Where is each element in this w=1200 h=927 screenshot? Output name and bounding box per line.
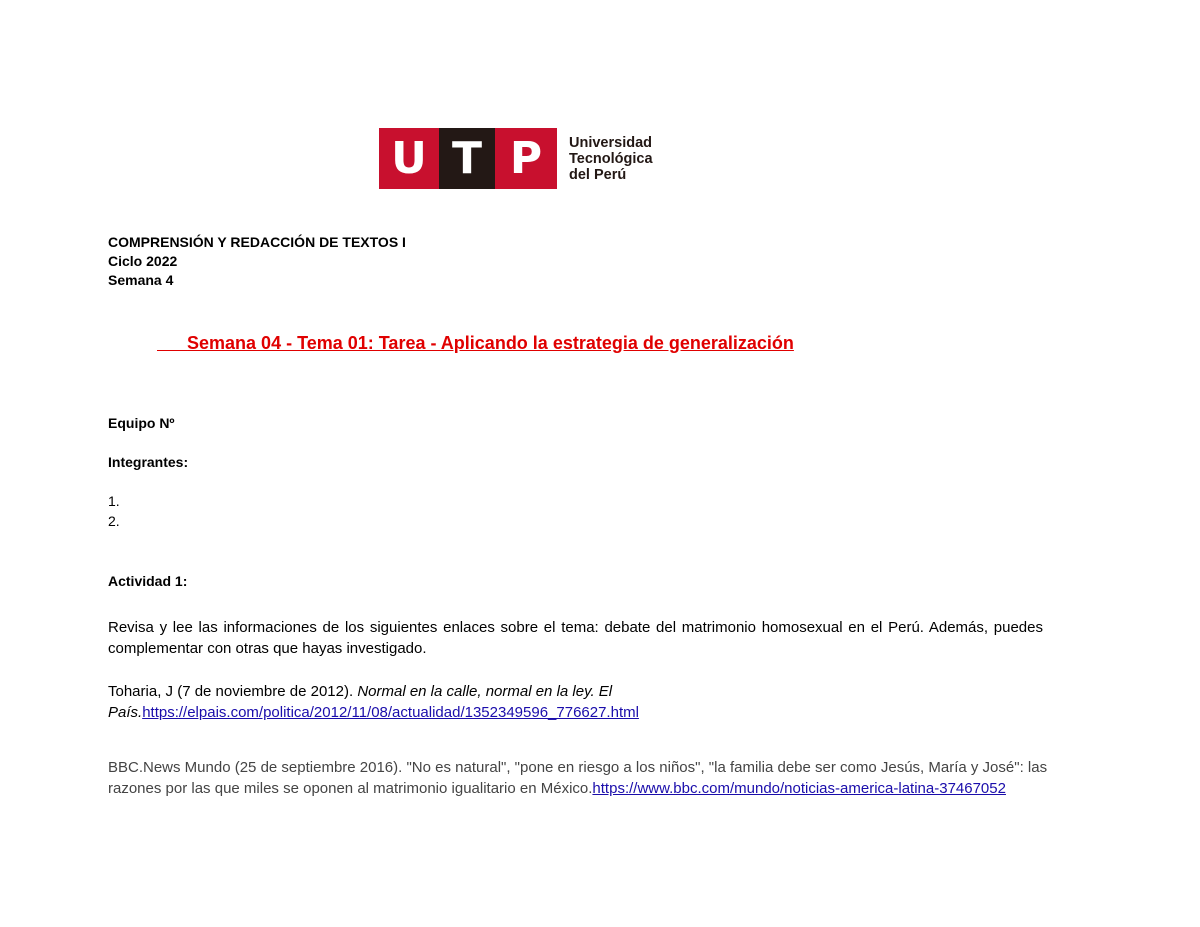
reference-1-title: Normal en la calle, normal en la ley. El País. [108, 683, 613, 721]
team-label: Equipo Nº [108, 415, 175, 431]
logo-name-line: del Perú [569, 166, 627, 183]
logo-letter-t: T [439, 128, 495, 189]
course-cycle: Ciclo 2022 [108, 253, 178, 269]
reference-2 [108, 757, 1058, 799]
reference-1 [108, 681, 708, 723]
list-item: 2. [108, 513, 120, 529]
reference-2-text: BBC.News Mundo (25 de septiembre 2016). "No es natural", "pone en riesgo a los niños", "la familia debe ser como Jesús, María y José": las razones por las que miles se oponen al matrimonio igualitario en México. [108, 759, 1048, 797]
course-header [108, 233, 406, 290]
members-label: Integrantes: [108, 454, 189, 470]
utp-logo-mark [379, 128, 557, 189]
utp-logo [379, 128, 653, 189]
reference-1-link[interactable]: https://elpais.com/politica/2012/11/08/actualidad/1352349596_776627.html [142, 704, 639, 721]
logo-letter-u: U [379, 128, 439, 189]
assignment-title-text: Semana 04 - Tema 01: Tarea - Aplicando la estrategia de generalización [187, 333, 794, 353]
logo-name-line: Tecnológica [569, 150, 653, 167]
logo-letter-p: P [495, 128, 557, 189]
logo-university-name [569, 135, 653, 183]
reference-2-link[interactable]: https://www.bbc.com/mundo/noticias-america-latina-37467052 [592, 780, 1006, 797]
assignment-title [157, 333, 794, 354]
reference-1-author: Toharia, J (7 de noviembre de 2012). [108, 683, 358, 700]
activity-label: Actividad 1: [108, 573, 188, 589]
instructions-paragraph: Revisa y lee las informaciones de los siguientes enlaces sobre el tema: debate del matrimonio homosexual en el Perú. Además, puedes complementar con otras que hayas investigado. [108, 619, 1043, 657]
list-item: 1. [108, 493, 120, 509]
course-week: Semana 4 [108, 272, 174, 288]
members-list [108, 491, 120, 531]
logo-name-line: Universidad [569, 134, 652, 151]
course-name: COMPRENSIÓN Y REDACCIÓN DE TEXTOS I [108, 234, 406, 250]
